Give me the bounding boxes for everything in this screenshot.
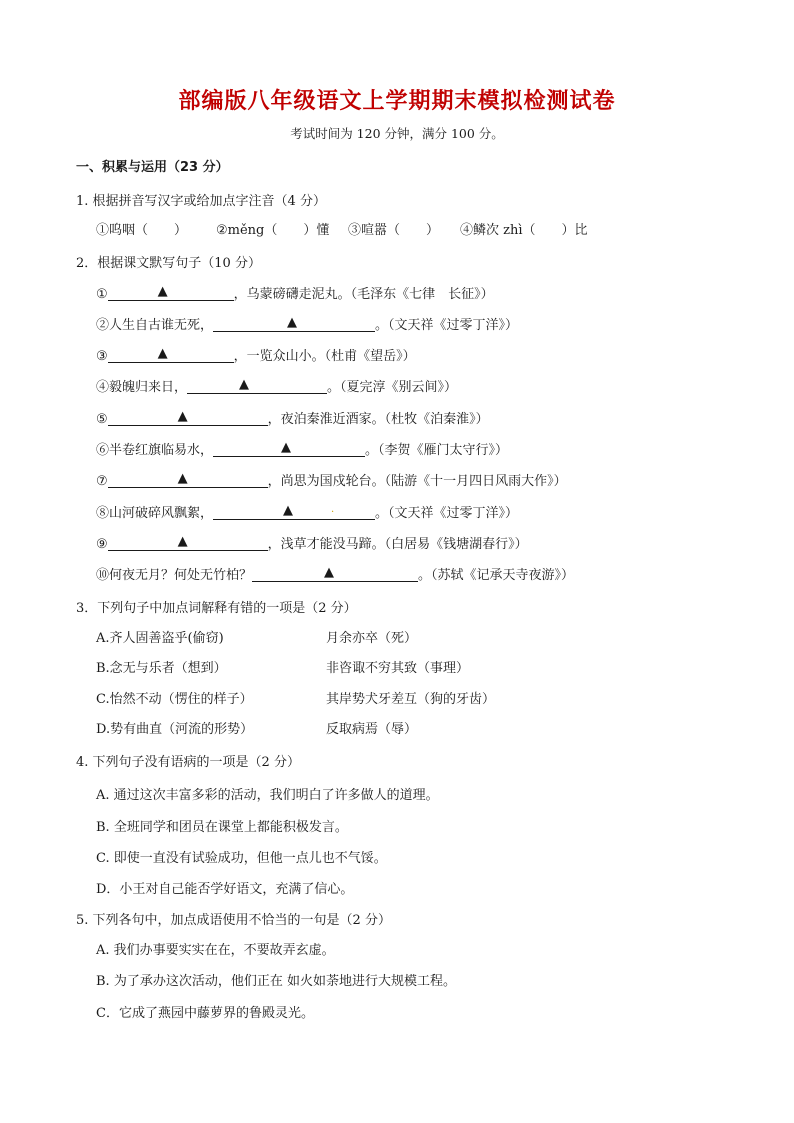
recitation-line: ① ▲ ，乌蒙磅礴走泥丸。（毛泽东《七律 长征》） bbox=[96, 284, 494, 302]
answer-blank[interactable] bbox=[108, 536, 268, 551]
q3-option: 反取病焉（辱） bbox=[326, 722, 418, 737]
q3-option: 月余亦卒（死） bbox=[326, 631, 418, 646]
recitation-line: ⑨ ▲ ，浅草才能没马蹄。（白居易《钱塘湖春行》） bbox=[96, 534, 528, 552]
q3-option: C.怡然不动（愣住的样子） bbox=[96, 692, 253, 707]
q3-option: 其岸势犬牙差互（狗的牙齿） bbox=[326, 692, 496, 707]
blank-marker: ▲ bbox=[157, 284, 168, 299]
blank-marker: ▲ bbox=[157, 346, 168, 361]
answer-blank[interactable] bbox=[108, 286, 234, 301]
answer-blank[interactable] bbox=[108, 473, 268, 488]
q4-heading: 4. 下列句子没有语病的一项是（2 分） bbox=[76, 755, 300, 770]
q1-item: ③喧嚣（ ） bbox=[348, 223, 440, 238]
q4-option: A. 通过这次丰富多彩的活动，我们明白了许多做人的道理。 bbox=[96, 788, 439, 803]
q5-option: B. 为了承办这次活动，他们正在 如火如荼地进行大规模工程。 bbox=[96, 974, 456, 989]
page-title: 部编版八年级语文上学期期末模拟检测试卷 bbox=[178, 89, 616, 114]
q3-heading: 3．下列句子中加点词解释有错的一项是（2 分） bbox=[76, 601, 357, 616]
blank-marker: ▲ bbox=[177, 471, 188, 486]
q5-option: C．它成了燕园中藤萝界的鲁殿灵光。 bbox=[96, 1006, 314, 1021]
recitation-line: ⑩何夜无月？何处无竹柏？ ▲ 。（苏轼《记承天寺夜游》） bbox=[96, 565, 575, 583]
q2-heading: 2．根据课文默写句子（10 分） bbox=[76, 256, 261, 271]
q3-option: A.齐人固善盗乎(偷窃) bbox=[96, 631, 224, 646]
answer-blank[interactable] bbox=[213, 317, 375, 332]
blank-marker: ▲ bbox=[283, 503, 294, 518]
recitation-line: ⑧山河破碎风飘絮， ▲ . 。（文天祥《过零丁洋》） bbox=[96, 503, 519, 521]
q5-option: A. 我们办事要实实在在，不要故弄玄虚。 bbox=[96, 943, 335, 958]
section-heading: 一、积累与运用（23 分） bbox=[76, 160, 229, 175]
recitation-line: ②人生自古谁无死， ▲ 。（文天祥《过零丁洋》） bbox=[96, 315, 519, 333]
recitation-line: ⑦ ▲ ，尚思为国戍轮台。（陆游《十一月四日风雨大作》） bbox=[96, 471, 567, 489]
q3-option: D.势有曲直（河流的形势） bbox=[96, 722, 254, 737]
recitation-line: ③ ▲ ，一览众山小。（杜甫《望岳》） bbox=[96, 346, 416, 364]
answer-blank[interactable] bbox=[108, 411, 268, 426]
recitation-line: ④毅魄归来日， ▲ 。（夏完淳《别云间》） bbox=[96, 377, 458, 395]
recitation-line: ⑥半卷红旗临易水， ▲ 。（李贺《雁门太守行》） bbox=[96, 440, 509, 458]
blank-marker: ▲ bbox=[324, 565, 335, 580]
blank-marker: ▲ bbox=[281, 440, 292, 455]
answer-blank[interactable]: ▲ . bbox=[213, 505, 375, 520]
q3-option: 非咨诹不穷其致（事理） bbox=[326, 661, 470, 676]
blank-marker: ▲ bbox=[177, 409, 188, 424]
answer-blank[interactable] bbox=[108, 348, 234, 363]
q3-option: B.念无与乐者（想到） bbox=[96, 661, 227, 676]
q1-item: ①呜咽（ ） bbox=[96, 223, 188, 238]
answer-blank[interactable] bbox=[187, 379, 327, 394]
q1-item: ④鳞次 zhì（ ）比 bbox=[460, 223, 588, 238]
answer-blank[interactable] bbox=[252, 567, 418, 582]
recitation-line: ⑤ ▲ ，夜泊秦淮近酒家。（杜牧《泊秦淮》） bbox=[96, 409, 489, 427]
q1-heading: 1. 根据拼音写汉字或给加点字注音（4 分） bbox=[76, 194, 326, 209]
answer-blank[interactable] bbox=[213, 442, 365, 457]
blank-marker: ▲ bbox=[177, 534, 188, 549]
blank-marker: ▲ bbox=[287, 315, 298, 330]
q1-item: ②měng（ ）懂 bbox=[216, 223, 330, 238]
q4-option: C. 即使一直没有试验成功，但他一点儿也不气馁。 bbox=[96, 851, 387, 866]
q4-option: B. 全班同学和团员在课堂上都能积极发言。 bbox=[96, 820, 348, 835]
blank-marker: ▲ bbox=[239, 377, 250, 392]
q5-heading: 5. 下列各句中，加点成语使用不恰当的一句是（2 分） bbox=[76, 913, 391, 928]
exam-info: 考试时间为 120 分钟，满分 100 分。 bbox=[290, 126, 504, 141]
q4-option: D．小王对自己能否学好语文，充满了信心。 bbox=[96, 882, 354, 897]
